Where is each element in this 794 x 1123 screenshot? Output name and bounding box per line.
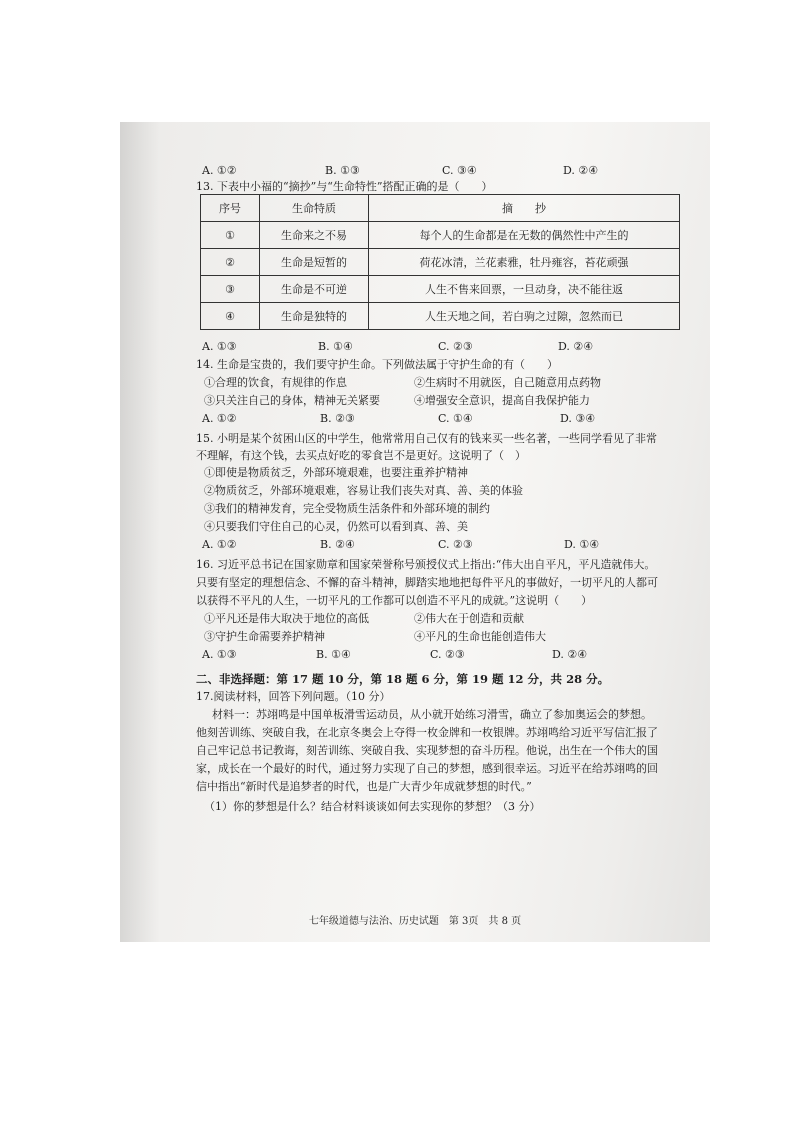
q17-stem: 17.阅读材料，回答下列问题。（10 分） bbox=[196, 690, 391, 703]
material-line-1: 材料一：苏翊鸣是中国单板滑雪运动员，从小就开始练习滑雪，确立了参加奥运会的梦想。 bbox=[212, 708, 652, 721]
q13-table bbox=[200, 194, 680, 330]
header-trait: 生命特质 bbox=[260, 195, 369, 222]
q15-stem-line2: 不理解，有这个钱，去买点好吃的零食岂不是更好。这说明了（ ） bbox=[196, 449, 526, 462]
table-row bbox=[201, 276, 680, 303]
q12-option-a: A. ①② bbox=[202, 164, 237, 177]
material-line-3: 自己牢记总书记教诲，刻苦训练、突破自我、实现梦想的奋斗历程。他说，出生在一个伟大的国 bbox=[196, 744, 658, 757]
q12-option-d: D. ②④ bbox=[563, 164, 599, 177]
row-trait: 生命是短暂的 bbox=[260, 249, 369, 276]
row-excerpt: 人生不售来回票，一旦动身，决不能往返 bbox=[369, 276, 680, 303]
row-excerpt: 荷花冰清，兰花素雅，牡丹雍容，苔花顽强 bbox=[369, 249, 680, 276]
q13-option-b: B. ①④ bbox=[318, 340, 353, 353]
table-row bbox=[201, 303, 680, 330]
q16-item-3: ③守护生命需要养护精神 bbox=[204, 630, 325, 643]
q15-option-b: B. ②④ bbox=[320, 538, 355, 551]
row-trait: 生命是不可逆 bbox=[260, 276, 369, 303]
row-excerpt: 每个人的生命都是在无数的偶然性中产生的 bbox=[369, 222, 680, 249]
q13-option-c: C. ②③ bbox=[438, 340, 473, 353]
q16-item-4: ④平凡的生命也能创造伟大 bbox=[414, 630, 546, 643]
q14-option-c: C. ①④ bbox=[438, 412, 473, 425]
header-number: 序号 bbox=[201, 195, 260, 222]
q14-stem: 14. 生命是宝贵的，我们要守护生命。下列做法属于守护生命的有（ ） bbox=[196, 358, 558, 371]
material-line-2: 他刻苦训练、突破自我，在北京冬奥会上夺得一枚金牌和一枚银牌。苏翊鸣给习近平写信汇报了 bbox=[196, 726, 658, 739]
q16-option-a: A. ①③ bbox=[202, 648, 237, 661]
row-excerpt: 人生天地之间，若白驹之过隙，忽然而已 bbox=[369, 303, 680, 330]
q14-item-1: ①合理的饮食，有规律的作息 bbox=[204, 376, 347, 389]
q14-option-d: D. ③④ bbox=[560, 412, 596, 425]
q15-item-2: ②物质贫乏，外部环境艰难，容易让我们丧失对真、善、美的体验 bbox=[204, 484, 523, 497]
q13-stem: 13. 下表中小福的“摘抄”与“生命特性”搭配正确的是（ ） bbox=[196, 180, 493, 193]
q14-item-2: ②生病时不用就医，自己随意用点药物 bbox=[414, 376, 601, 389]
q15-option-a: A. ①② bbox=[202, 538, 237, 551]
q16-option-c: C. ②③ bbox=[430, 648, 465, 661]
row-number: ① bbox=[201, 222, 260, 249]
table-header-row bbox=[201, 195, 680, 222]
row-number: ③ bbox=[201, 276, 260, 303]
q14-item-3: ③只关注自己的身体，精神无关紧要 bbox=[204, 394, 380, 407]
q16-item-2: ②伟大在于创造和贡献 bbox=[414, 612, 524, 625]
page-footer: 七年级道德与法治、历史试题 第 3页 共 8 页 bbox=[308, 916, 522, 927]
q16-item-1: ①平凡还是伟大取决于地位的高低 bbox=[204, 612, 369, 625]
q16-option-b: B. ①④ bbox=[316, 648, 351, 661]
q15-stem-line1: 15. 小明是某个贫困山区的中学生，他常常用自己仅有的钱来买一些名著，一些同学看见了非常 bbox=[196, 432, 657, 445]
material-line-4: 家，成长在一个最好的时代，通过努力实现了自己的梦想，感到很幸运。习近平在给苏翊鸣的回 bbox=[196, 762, 658, 775]
q15-item-3: ③我们的精神发育，完全受物质生活条件和外部环境的制约 bbox=[204, 502, 490, 515]
section2-title: 二、非选择题：第 17 题 10 分，第 18 题 6 分，第 19 题 12 分，共 28 分。 bbox=[196, 672, 610, 686]
table-row bbox=[201, 222, 680, 249]
q17-sub1: （1）你的梦想是什么？结合材料谈谈如何去实现你的梦想？（3 分） bbox=[204, 800, 541, 813]
q15-item-4: ④只要我们守住自己的心灵，仍然可以看到真、善、美 bbox=[204, 520, 468, 533]
q14-item-4: ④增强安全意识，提高自我保护能力 bbox=[414, 394, 590, 407]
row-number: ④ bbox=[201, 303, 260, 330]
q15-item-1: ①即使是物质贫乏，外部环境艰难，也要注重养护精神 bbox=[204, 466, 468, 479]
q13-option-a: A. ①③ bbox=[202, 340, 237, 353]
row-trait: 生命来之不易 bbox=[260, 222, 369, 249]
q16-stem-line3: 以获得不平凡的人生，一切平凡的工作都可以创造不平凡的成就。”这说明（ ） bbox=[196, 594, 593, 607]
q16-stem-line1: 16. 习近平总书记在国家勋章和国家荣誉称号颁授仪式上指出:“伟大出自平凡，平凡造就伟大。 bbox=[196, 558, 656, 571]
q12-option-b: B. ①③ bbox=[325, 164, 360, 177]
q14-option-b: B. ②③ bbox=[320, 412, 355, 425]
exam-page bbox=[120, 122, 710, 942]
header-excerpt: 摘 抄 bbox=[369, 195, 680, 222]
table-row bbox=[201, 249, 680, 276]
material-line-5: 信中指出“新时代是追梦者的时代，也是广大青少年成就梦想的时代。” bbox=[196, 780, 532, 793]
row-trait: 生命是独特的 bbox=[260, 303, 369, 330]
q15-option-c: C. ②③ bbox=[438, 538, 473, 551]
q13-option-d: D. ②④ bbox=[558, 340, 594, 353]
q15-option-d: D. ①④ bbox=[564, 538, 600, 551]
q16-option-d: D. ②④ bbox=[552, 648, 588, 661]
q16-stem-line2: 只要有坚定的理想信念、不懈的奋斗精神，脚踏实地地把每件平凡的事做好，一切平凡的人都可 bbox=[196, 576, 658, 589]
q14-option-a: A. ①② bbox=[202, 412, 237, 425]
row-number: ② bbox=[201, 249, 260, 276]
q12-option-c: C. ③④ bbox=[442, 164, 477, 177]
